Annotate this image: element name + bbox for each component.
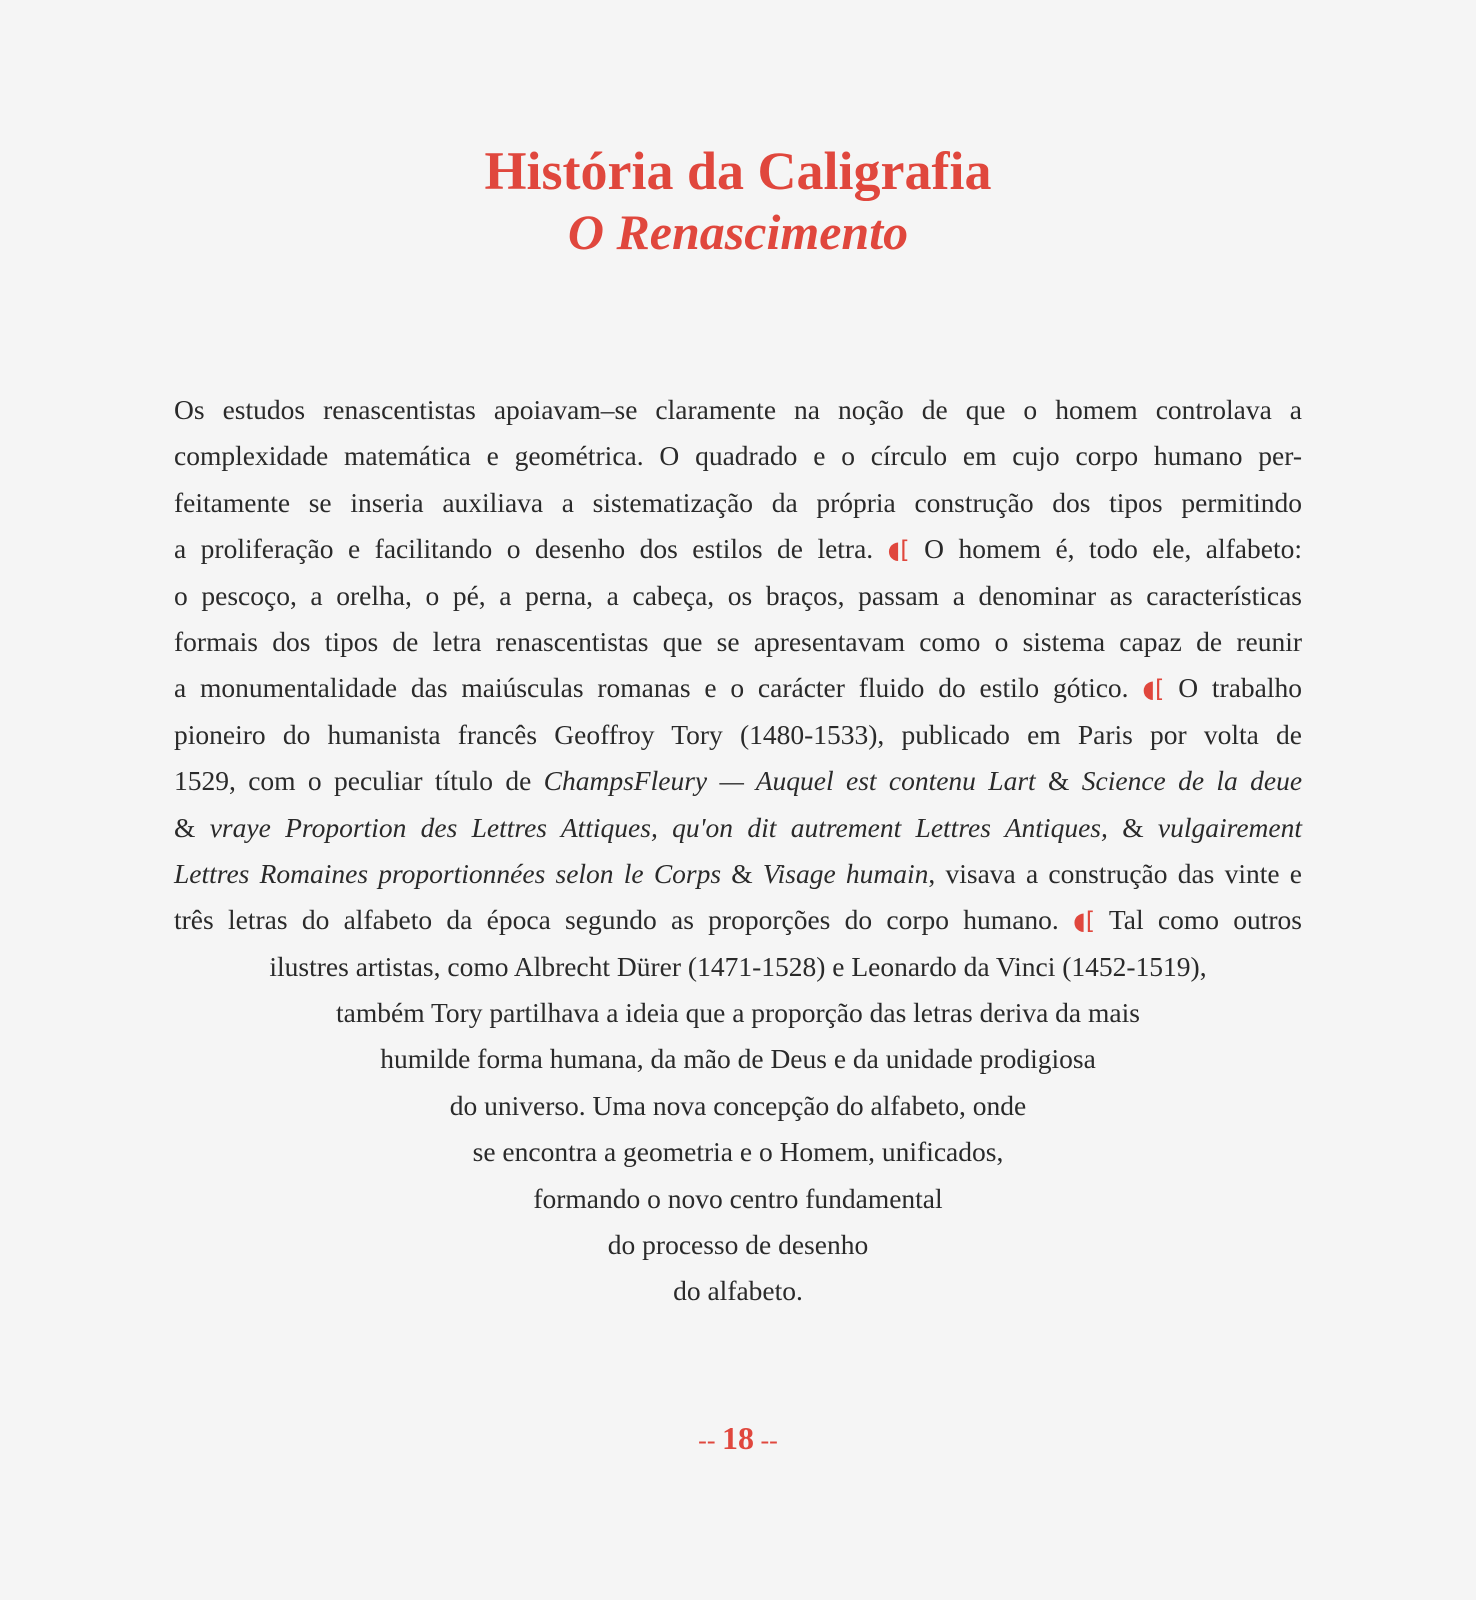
book-title-italic: Lettres Romaines proportionnées selon le Corps xyxy=(174,857,722,889)
book-title-italic: Science de la deue xyxy=(1081,765,1303,797)
text-span: feitamente se inseria auxiliava a sistematização da própria construção dos tipos permitindo xyxy=(174,486,1302,518)
text-span: três letras do alfabeto da época segundo as proporções do corpo humano. xyxy=(174,904,1059,936)
ampersand: & xyxy=(174,811,196,843)
text-span: a proliferação e facilitando o desenho dos estilos de letra. xyxy=(174,533,874,565)
text-line xyxy=(174,758,1302,804)
title-block xyxy=(0,140,1476,262)
book-title-italic: ChampsFleury — Auquel est contenu Lart xyxy=(543,765,1036,797)
book-title-italic: Visage humain xyxy=(762,857,929,889)
text-line xyxy=(174,1222,1302,1268)
text-span: complexidade matemática e geométrica. O quadrado e o círculo em cujo corpo humano per- xyxy=(174,440,1302,472)
text-line xyxy=(174,433,1302,479)
text-line xyxy=(174,1268,1302,1314)
text-span: o pescoço, a orelha, o pé, a perna, a cabeça, os braços, passam a denominar as características xyxy=(174,579,1302,611)
book-title-italic: vulgairement xyxy=(1157,811,1302,843)
text-span: O homem é, todo ele, alfabeto: xyxy=(924,533,1302,565)
text-line xyxy=(174,619,1302,665)
text-line xyxy=(174,1083,1302,1129)
text-line xyxy=(174,897,1302,943)
ampersand: & xyxy=(731,857,753,889)
text-span: do universo. Uma nova concepção do alfabeto, onde xyxy=(449,1089,1027,1121)
text-line xyxy=(174,387,1302,433)
text-span: humilde forma humana, da mão de Deus e da unidade prodigiosa xyxy=(380,1043,1096,1075)
text-span: , visava a construção das vinte e xyxy=(928,857,1303,889)
pilcrow-icon: ◖[ xyxy=(1073,907,1096,936)
text-line xyxy=(174,480,1302,526)
book-title-italic: vraye Proportion des Lettres Attiques, qu'on dit autrement Lettres Antiques, xyxy=(209,811,1108,843)
text-span: se encontra a geometria e o Homem, unificados, xyxy=(472,1136,1004,1168)
text-span: ilustres artistas, como Albrecht Dürer (1471-1528) e Leonardo da Vinci (1452-1519), xyxy=(269,950,1207,982)
text-span: Os estudos renascentistas apoiavam–se claramente na noção de que o homem controlava a xyxy=(174,394,1302,425)
ampersand: & xyxy=(1122,811,1144,843)
text-line xyxy=(174,1036,1302,1082)
body-text xyxy=(174,387,1302,1315)
text-span: pioneiro do humanista francês Geoffroy Tory (1480-1533), publicado em Paris por volta de xyxy=(174,718,1302,750)
text-line xyxy=(174,665,1302,711)
page-number-value: 18 xyxy=(722,1420,754,1456)
ampersand: & xyxy=(1048,765,1070,797)
page-number xyxy=(0,1420,1476,1457)
text-line xyxy=(174,526,1302,572)
text-line xyxy=(174,712,1302,758)
text-line xyxy=(174,944,1302,990)
text-span: do processo de desenho xyxy=(607,1229,869,1261)
text-span: formando o novo centro fundamental xyxy=(533,1182,943,1214)
text-span: O trabalho xyxy=(1178,672,1303,704)
page-title: História da Caligrafia xyxy=(484,141,992,201)
page-number-dash-left: -- xyxy=(698,1426,716,1455)
text-line xyxy=(174,1176,1302,1222)
text-span: formais dos tipos de letra renascentistas que se apresentavam como o sistema capaz de reunir xyxy=(174,625,1302,657)
text-span: Tal como outros xyxy=(1108,904,1303,936)
text-span: também Tory partilhava a ideia que a proporção das letras deriva da mais xyxy=(336,997,1140,1029)
page-number-dash-right: -- xyxy=(760,1426,778,1455)
text-span: a monumentalidade das maiúsculas romanas e o carácter fluido do estilo gótico. xyxy=(174,672,1129,704)
text-line xyxy=(174,851,1302,897)
page-subtitle: O Renascimento xyxy=(567,204,909,260)
text-line xyxy=(174,990,1302,1036)
pilcrow-icon: ◖[ xyxy=(1142,675,1165,704)
text-line xyxy=(174,1129,1302,1175)
pilcrow-icon: ◖[ xyxy=(887,536,910,565)
text-span: 1529, com o peculiar título de xyxy=(174,765,532,797)
text-line xyxy=(174,805,1302,851)
text-span: do alfabeto. xyxy=(673,1275,803,1307)
text-line xyxy=(174,573,1302,619)
